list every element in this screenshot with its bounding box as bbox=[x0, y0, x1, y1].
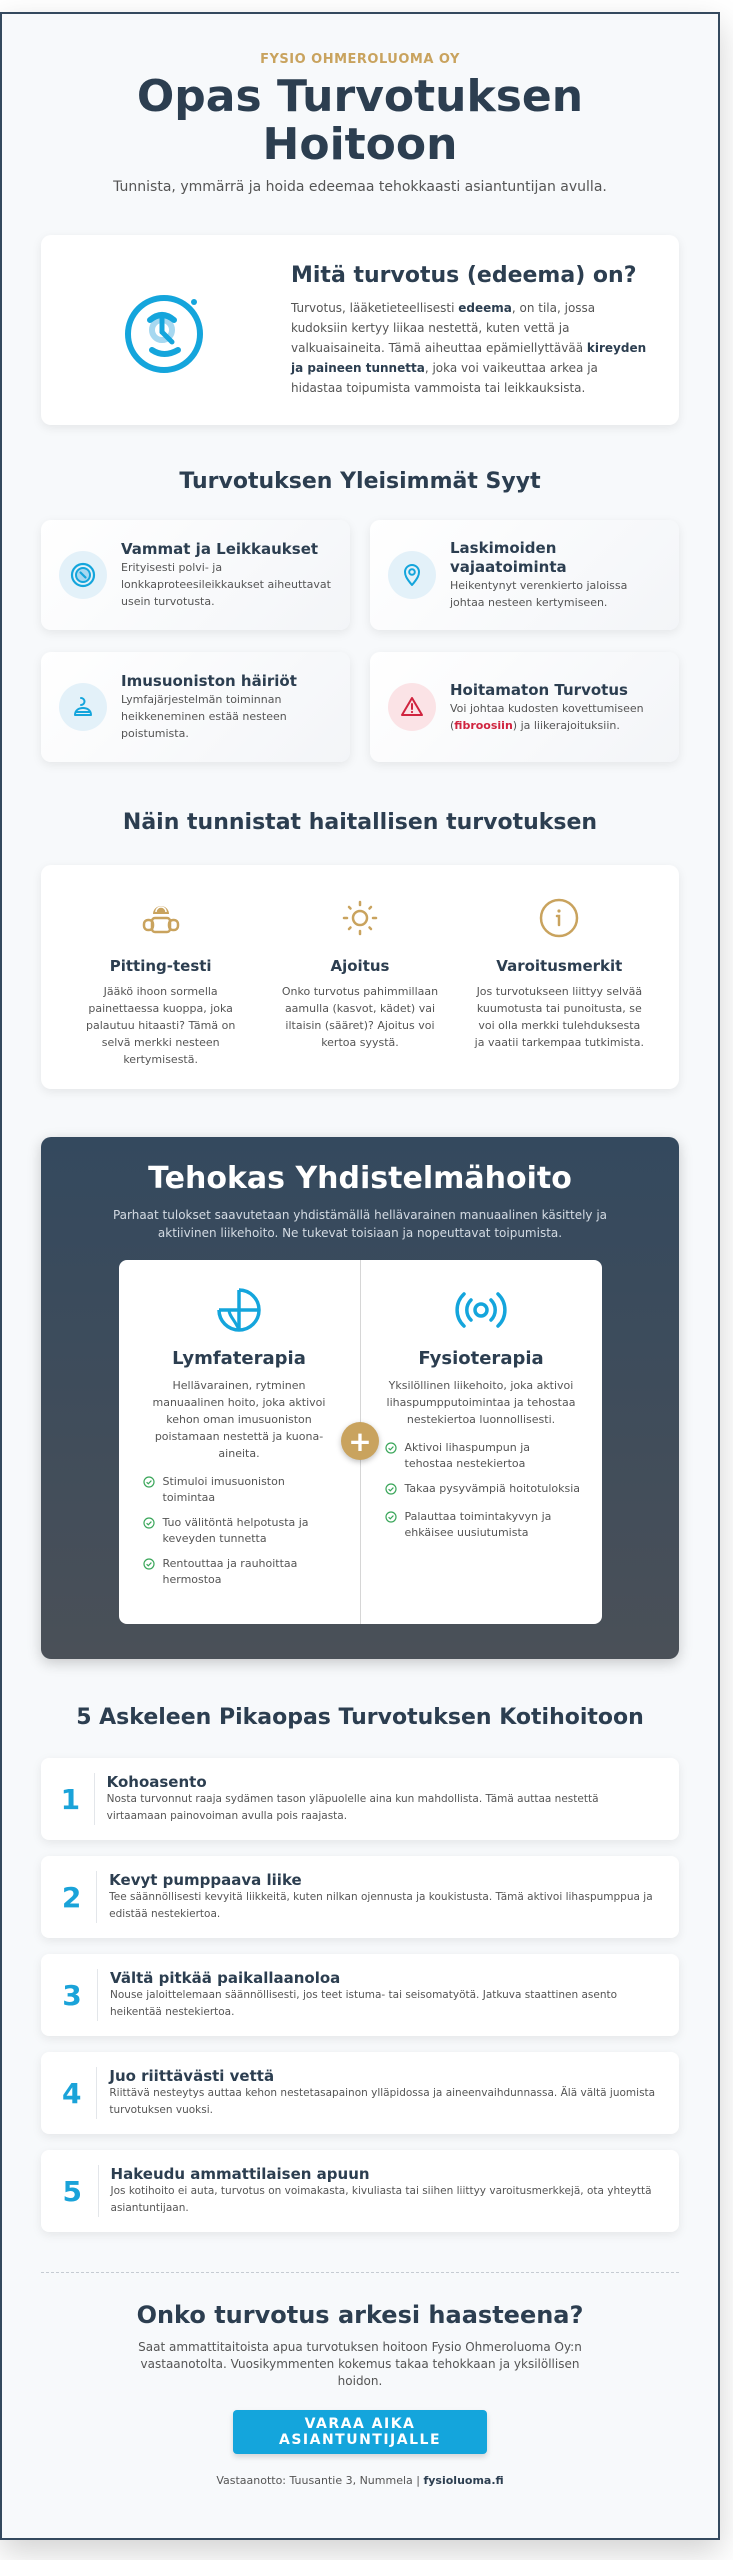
benefits-list bbox=[381, 1440, 582, 1541]
recognize-desc: Jääkö ihoon sormella painettaessa kuoppa, joka palautuu hitaasti? Tämä on selvä merkki nesteen kertymisestä. bbox=[85, 985, 236, 1066]
step-desc: Jos kotihoito ei auta, turvotus on voimakasta, kivuliasta tai siihen liittyy varoitusmerkkejä, ota yhteyttä asiantuntijaan. bbox=[110, 2185, 652, 2214]
broadcast-icon bbox=[381, 1286, 582, 1334]
cause-title: Vammat ja Leikkaukset bbox=[121, 540, 319, 558]
check-circle-icon bbox=[143, 1517, 155, 1534]
cause-desc: Erityisesti polvi- ja lonkkaproteesileikkaukset aiheuttavat usein turvotusta. bbox=[121, 561, 331, 608]
check-circle-icon bbox=[385, 1442, 397, 1459]
location-pin-icon bbox=[388, 551, 436, 599]
page-subtitle: Tunnista, ymmärrä ja hoida edeemaa tehokkaasti asiantuntijan avulla. bbox=[113, 179, 607, 195]
cause-desc: Voi johtaa kudosten kovettumiseen (fibroosiin) ja liikerajoituksiin. bbox=[450, 701, 644, 732]
step-desc: Nosta turvonnut raaja sydämen tason yläpuolelle aina kun mahdollista. Tämä auttaa nestettä virtaamaan painovoiman avulla pois raajasta. bbox=[106, 1793, 599, 1822]
recognize-card bbox=[41, 865, 679, 1089]
stopwatch-icon bbox=[41, 280, 291, 380]
cause-desc: Heikentynyt verenkierto jaloissa johtaa nesteen kertymiseen. bbox=[450, 579, 628, 609]
benefit-item: Tuo välitöntä helpotusta ja keveyden tunnetta bbox=[139, 1515, 340, 1547]
infographic-page bbox=[0, 12, 720, 2540]
injury-icon bbox=[59, 551, 107, 599]
step-desc: Riittävä nesteytys auttaa kehon nestetasapainon ylläpidossa ja aineenvaihdunnassa. Älä vältä juomista turvotuksen vuoksi. bbox=[109, 2087, 656, 2116]
recognize-desc: Jos turvotukseen liittyy selvää kuumotusta tai punoitusta, se voi olla merkki tulehduksesta ja vaatii tarkempaa tutkimista. bbox=[474, 985, 644, 1049]
step-item bbox=[41, 1758, 679, 1840]
dashed-divider bbox=[41, 2272, 679, 2273]
recognize-item-pitting bbox=[61, 895, 260, 1089]
cta-title: Onko turvotus arkesi haasteena? bbox=[136, 2301, 584, 2329]
step-desc: Nouse jaloittelemaan säännöllisesti, jos teet istuma- tai seisomatyötä. Jatkuva staattinen asento heikentää nestekiertoa. bbox=[110, 1989, 618, 2018]
causes-grid bbox=[41, 520, 679, 762]
recognize-name: Varoitusmerkit bbox=[496, 957, 623, 975]
benefit-item: Takaa pysyvämpiä hoitotuloksia bbox=[381, 1481, 582, 1500]
page-title: Opas Turvotuksen Hoitoon bbox=[136, 71, 584, 170]
recognize-item-timing bbox=[260, 895, 459, 1089]
recognize-name: Pitting-testi bbox=[109, 957, 212, 975]
benefit-item: Stimuloi imusuoniston toimintaa bbox=[139, 1474, 340, 1506]
step-item bbox=[41, 2052, 679, 2134]
check-circle-icon bbox=[385, 1511, 397, 1528]
cause-card-venous bbox=[370, 520, 679, 630]
cause-title: Imusuoniston häiriöt bbox=[121, 672, 297, 690]
recognize-item-warnings bbox=[460, 895, 659, 1089]
causes-title: Turvotuksen Yleisimmät Syyt bbox=[179, 469, 541, 494]
step-title: Juo riittävästi vettä bbox=[109, 2067, 275, 2085]
combo-comparison bbox=[119, 1260, 602, 1624]
footer bbox=[41, 2474, 679, 2487]
steps-list bbox=[41, 1758, 679, 2232]
lymphatherapy-column bbox=[119, 1260, 361, 1624]
cause-title: Hoitamaton Turvotus bbox=[450, 680, 628, 699]
cta-body: Saat ammattitaitoista apua turvotuksen hoitoon Fysio Ohmeroluoma Oy:n vastaanotolta. Vuosikymmenten kokemus takaa tehokkaan ja yksilöllisen hoidon. bbox=[138, 2340, 582, 2388]
therapy-desc: Hellävarainen, rytminen manuaalinen hoito, joka aktivoi kehon oman imusuoniston poistamaan nestettä ja kuona-aineita. bbox=[152, 1379, 326, 1460]
therapy-desc: Yksilöllinen liikehoito, joka aktivoi lihaspumpputoimintaa ja tehostaa nestekiertoa luonnollisesti. bbox=[386, 1379, 576, 1426]
cause-card-injuries bbox=[41, 520, 350, 630]
step-title: Kevyt pumppaava liike bbox=[109, 1871, 302, 1889]
intro-body: Turvotus, lääketieteellisesti edeema, on tila, jossa kudoksiin kertyy liikaa nestettä, kuten vettä ja valkuaisaineita. Tämä aiheuttaa epämiellyttävää kireyden ja paineen tunnetta, joka voi vaikeuttaa arkea ja hidastaa toipumista vammoista tai leikkauksista. bbox=[291, 300, 647, 395]
step-number: 3 bbox=[62, 1978, 82, 2012]
steps-title: 5 Askeleen Pikaopas Turvotuksen Kotihoitoon bbox=[76, 1705, 644, 1730]
warning-triangle-icon bbox=[388, 683, 436, 731]
physiotherapy-column bbox=[361, 1260, 602, 1624]
therapy-name: Lymfaterapia bbox=[172, 1348, 306, 1369]
leaf-quadrant-icon bbox=[139, 1286, 340, 1334]
step-item bbox=[41, 1856, 679, 1938]
step-desc: Tee säännöllisesti kevyitä liikkeitä, kuten nilkan ojennusta ja koukistusta. Tämä aktivoi lihaspumppua ja edistää nestekiertoa. bbox=[109, 1891, 653, 1920]
sun-icon bbox=[274, 895, 445, 941]
recognize-title: Näin tunnistat haitallisen turvotuksen bbox=[122, 810, 598, 835]
therapy-name: Fysioterapia bbox=[418, 1348, 544, 1369]
step-number: 1 bbox=[60, 1782, 81, 1816]
check-circle-icon bbox=[385, 1483, 397, 1500]
step-title: Vältä pitkää paikallaanoloa bbox=[110, 1969, 341, 1987]
plus-icon: + bbox=[341, 1422, 379, 1460]
step-item bbox=[41, 1954, 679, 2036]
intro-title: Mitä turvotus (edeema) on? bbox=[291, 262, 637, 288]
cause-desc: Lymfajärjestelmän toiminnan heikkeneminen estää nesteen poistumista. bbox=[121, 693, 287, 740]
step-number: 2 bbox=[61, 1880, 82, 1914]
combo-title: Tehokas Yhdistelmähoito bbox=[148, 1161, 572, 1196]
website-link[interactable]: fysioluoma.fi bbox=[423, 2474, 504, 2487]
cause-card-lymph bbox=[41, 652, 350, 762]
benefit-item: Aktivoi lihaspumpun ja tehostaa nestekiertoa bbox=[381, 1440, 582, 1472]
step-number: 5 bbox=[62, 2174, 82, 2208]
step-title: Hakeudu ammattilaisen apuun bbox=[110, 2165, 370, 2183]
brand-name: FYSIO OHMEROLUOMA OY bbox=[260, 52, 460, 67]
benefit-item: Rentouttaa ja rauhoittaa hermostoa bbox=[139, 1556, 340, 1588]
step-item bbox=[41, 2150, 679, 2232]
book-appointment-button[interactable]: VARAA AIKA ASIANTUNTIJALLE bbox=[233, 2410, 487, 2454]
recognize-desc: Onko turvotus pahimmillaan aamulla (kasvot, kädet) vai iltaisin (sääret)? Ajoitus voi kertoa syystä. bbox=[281, 985, 439, 1049]
cause-title: Laskimoiden vajaatoiminta bbox=[450, 539, 567, 576]
step-number: 4 bbox=[61, 2076, 82, 2110]
check-circle-icon bbox=[143, 1558, 155, 1575]
combo-subtitle: Parhaat tulokset saavutetaan yhdistämällä hellävarainen manuaalinen käsittely ja aktiivinen liikehoito. Ne tukevat toisiaan ja nopeuttavat toipumista. bbox=[112, 1208, 608, 1240]
combination-therapy-section bbox=[41, 1137, 679, 1659]
cta-section bbox=[41, 2301, 679, 2487]
recognize-name: Ajoitus bbox=[330, 957, 390, 975]
benefits-list bbox=[139, 1474, 340, 1588]
fibrosis-highlight: fibroosiin bbox=[454, 718, 513, 732]
benefit-item: Palauttaa toimintakyvyn ja ehkäisee uusiutumista bbox=[381, 1509, 582, 1541]
footer-address: Vastaanotto: Tuusantie 3, Nummela | bbox=[216, 2474, 424, 2487]
check-circle-icon bbox=[143, 1476, 155, 1493]
lymph-system-icon bbox=[59, 683, 107, 731]
cause-card-untreated bbox=[370, 652, 679, 762]
step-title: Kohoasento bbox=[106, 1773, 207, 1791]
info-circle-icon bbox=[474, 895, 645, 941]
intro-card bbox=[41, 235, 679, 425]
finger-press-icon bbox=[75, 895, 246, 941]
header bbox=[41, 14, 679, 195]
